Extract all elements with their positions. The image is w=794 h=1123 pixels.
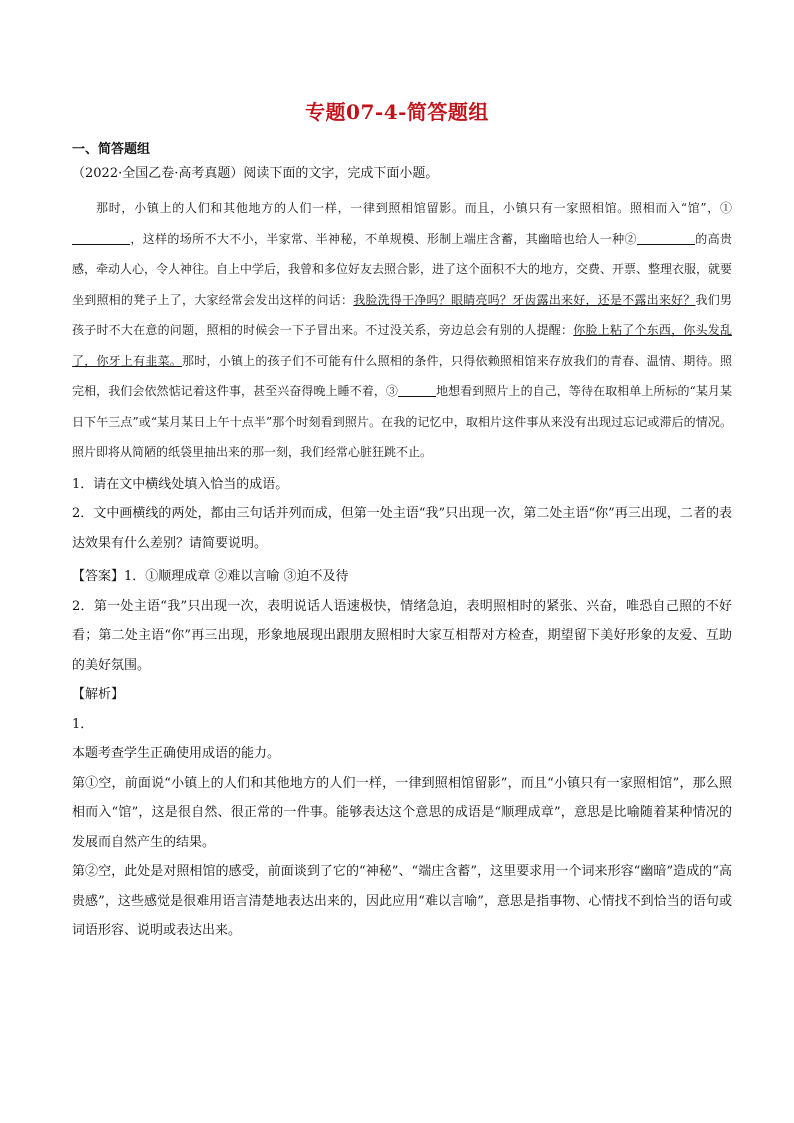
blank-line-1: [72, 230, 130, 245]
question-intro: （2022·全国乙卷·高考真题）阅读下面的文字，完成下面小题。: [72, 166, 439, 181]
blank-marker-3: ③: [385, 384, 398, 398]
analysis-blank-2: 第②空，此处是对照相馆的感受，前面谈到了它的“神秘”、“端庄含蓄”，这里要求用一个词来形容“幽暗”造成的“高贵感”，这些感觉是很难用语言清楚地表达出来的，因此应用“难以言喻”，意思是指事物、心情找不到恰当的语句或词语形容、说明或表达出来。: [72, 864, 732, 938]
blank-line-3: [398, 382, 436, 397]
analysis-heading: 【解析】: [72, 687, 125, 702]
reading-passage: [72, 193, 732, 468]
document-title: 专题07-4-简答题组: [305, 100, 489, 124]
answer-line-2: 2．第一处主语“我”只出现一次，表明说话人语速极快，情绪急迫，表明照相时的紧张、兴奋，唯恐自己照的不好看；第二处主语“你”再三出现，形象地展现出跟朋友照相时大家互相帮对方检查，期望留下美好形象的友爱、互助的美好氛围。: [72, 598, 732, 673]
blank-marker-2: ②: [624, 231, 637, 246]
analysis-blank-1: 第①空，前面说“小镇上的人们和其他地方的人们一样，一律到照相馆留影”，而且“小镇只有一家照相馆”，那么照相而入“馆”，这是很自然、很正常的一件事。能够表达这个意思的成语是“顺理成章”，意思是比喻随着某种情况的发展而自然产生的结果。: [72, 775, 732, 850]
blank-line-2: [637, 230, 695, 245]
question-2: 2．文中画横线的两处，都由三句话并列而成，但第一处主语“我”只出现一次，第二处主语“你”再三出现，二者的表达效果有什么差别？请简要说明。: [72, 506, 732, 551]
analysis-number: 1．: [72, 716, 94, 732]
question-1: 1．请在文中横线处填入恰当的成语。: [72, 476, 289, 492]
passage-text-4: 我们男孩子时不大在意的问题，照相的时候会一下子冒出来。不过没关系，旁边总会有别的人提醒：: [72, 292, 732, 337]
passage-text-3: 的高贵感，牵动人心，令人神往。自上中学后，我曾和多位好友去照合影，进了这个面积不大的地方，交费、开票、整理衣服，就要坐到照相的凳子上了，大家经常会发出这样的问话：: [72, 231, 733, 307]
blank-marker-1: ①: [719, 201, 732, 215]
passage-text-2: ，这样的场所不大不小，半家常、半神秘，不单规模、形制上端庄含蓄，其幽暗也给人一种: [130, 231, 625, 246]
document-body: [72, 138, 732, 946]
passage-text-5: 那时，小镇上的孩子们不可能有什么照相的条件，只得依赖照相馆来存放我们的青春、温情、期待。照完相，我们会依然惦记着这件事，甚至兴奋得晚上睡不着，: [72, 353, 732, 398]
passage-text-6: 地想看到照片上的自己，等待在取相单上所标的“某月某日下午三点”或“某月某日上午十点半”那个时刻看到照片。在我的记忆中，取相片这件事从来没有出现过忘记或滞后的情况。照片即将从简陋的纸袋里抽出来的那一刻，我们经常心脏狂跳不止。: [72, 384, 732, 459]
answer-line-1: 【答案】1．①顺理成章 ②难以言喻 ③迫不及待: [72, 569, 349, 584]
analysis-intro: 本题考查学生正确使用成语的能力。: [72, 746, 281, 761]
underlined-sentence-1: 我脸洗得干净吗？眼睛亮吗？牙齿露出来好，还是不露出来好？: [353, 292, 696, 307]
passage-text-1: 那时，小镇上的人们和其他地方的人们一样，一律到照相馆留影。而且，小镇只有一家照相馆。照相而入“馆”，: [96, 201, 720, 215]
section-heading: 一、简答题组: [72, 142, 151, 157]
underlined-sentence-2: 你脸上粘了个东西，你头发乱了，你牙上有韭菜。: [72, 323, 732, 368]
